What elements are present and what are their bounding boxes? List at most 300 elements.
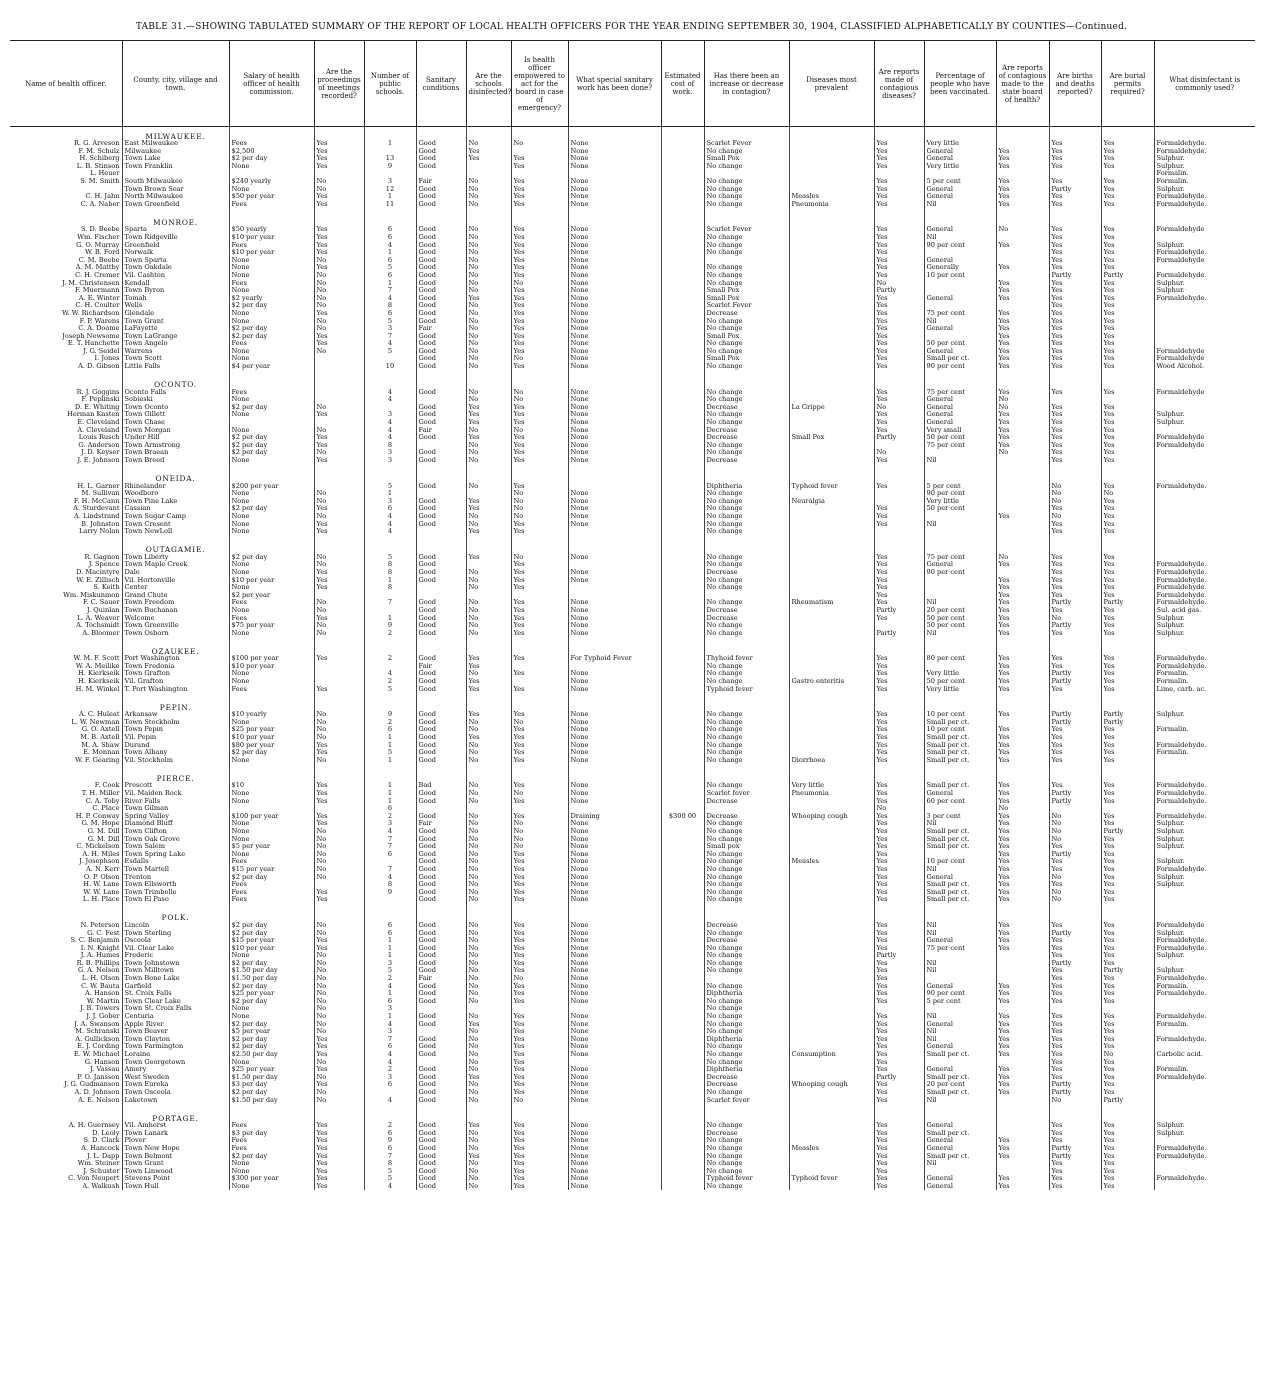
table-cell: Yes [1049,592,1101,600]
table-cell: Town Grafton [122,670,229,678]
table-cell [704,170,789,178]
table-cell: No change [704,896,789,904]
table-cell [996,498,1049,506]
table-cell: No change [704,1021,789,1029]
table-cell: No change [704,1005,789,1013]
table-cell: Good [416,193,466,201]
table-cell: Centuria [122,1013,229,1021]
table-cell: Yes [314,1168,364,1176]
table-cell: Town Maple Creek [122,561,229,569]
table-cell: A. H. Miles [82,850,120,858]
table-cell: Carbolic acid. [1154,1051,1255,1059]
table-cell: None [568,280,661,288]
table-cell [661,396,704,404]
table-cell: None [568,1028,661,1036]
table-cell: Town Liberty [122,554,229,562]
table-cell: Yes [874,790,924,798]
table-cell: Yes [511,1043,568,1051]
table-row [10,798,1255,806]
table-cell [661,1036,704,1044]
table-cell: General [924,419,996,427]
table-cell: $2 per year [229,592,314,600]
table-cell: Yes [1101,264,1154,272]
table-cell: F. Peplinski [81,396,120,404]
table-cell: None [229,1059,314,1067]
table-cell: Good [416,340,466,348]
table-cell [661,1089,704,1097]
table-cell: Yes [1101,790,1154,798]
table-cell [661,483,704,491]
table-cell: $2 per day [229,960,314,968]
table-cell: Yes [874,820,924,828]
table-cell: C. H. Cremer [75,271,120,279]
table-cell: Yes [996,686,1049,694]
table-cell: Yes [1101,663,1154,671]
table-cell: Yes [466,686,511,694]
table-cell: Yes [1049,234,1101,242]
table-cell: 4 [364,528,416,536]
table-cell: R. G. Arveson [73,140,120,148]
table-cell: 90 per cent [924,363,996,371]
table-cell [314,678,364,686]
table-cell: Nil [924,201,996,209]
table-cell: Yes [1101,483,1154,491]
table-cell: Good [416,317,466,325]
table-cell [1101,1005,1154,1013]
table-cell: No [314,851,364,859]
table-cell [789,561,874,569]
table-cell [661,1130,704,1138]
table-cell [661,967,704,975]
table-cell: General [924,411,996,419]
table-cell [661,186,704,194]
table-cell [1049,396,1101,404]
table-cell: Typhoid fever [704,686,789,694]
table-cell: Yes [511,449,568,457]
table-cell: Yes [996,889,1049,897]
table-cell: Yes [1101,528,1154,536]
table-cell: Fees [229,340,314,348]
table-cell: Durand [122,742,229,750]
table-cell: H. Schiberg [79,155,120,163]
table-cell [661,348,704,356]
table-cell: Plover [122,1137,229,1145]
table-cell [661,178,704,186]
table-cell [661,599,704,607]
table-cell: No change [704,622,789,630]
table-cell: Formalin. [1154,170,1255,178]
table-cell: No change [704,528,789,536]
table-cell [1154,325,1255,333]
table-row [10,805,1255,813]
table-cell: Small per ct. [924,843,996,851]
table-cell: Good [416,813,466,821]
table-cell: Yes [996,148,1049,156]
table-cell: Formaldehyde. [1154,782,1255,790]
table-cell: Dale [122,569,229,577]
table-cell: Yes [314,457,364,465]
table-cell: 4 [364,521,416,529]
table-cell: Warrens [122,348,229,356]
table-cell [364,1089,416,1097]
table-cell: Sulphur. [1154,622,1255,630]
table-cell [789,287,874,295]
table-cell [661,411,704,419]
table-row [10,983,1255,991]
table-cell: Yes [314,1137,364,1145]
table-cell: F. M. Schulz [78,147,120,155]
table-row [10,317,1255,325]
table-cell: Good [416,742,466,750]
table-cell: No change [704,828,789,836]
table-cell: 1 [364,757,416,765]
table-cell: None [229,828,314,836]
table-cell: Yes [874,295,924,303]
table-cell: Yes [996,896,1049,904]
table-cell: None [568,929,661,937]
table-cell: No [1049,490,1101,498]
table-cell: Yes [511,929,568,937]
table-cell: 5 [364,1175,416,1183]
table-cell: Yes [1101,498,1154,506]
table-cell: Yes [511,1036,568,1044]
table-cell: Good [416,483,466,491]
table-cell: Sulphur. [1154,163,1255,171]
table-cell: No [314,404,364,412]
table-cell: No [466,757,511,765]
table-cell: Yes [511,1028,568,1036]
table-cell [661,1160,704,1168]
table-cell: Formaldehyde. [1154,790,1255,798]
table-cell: Yes [1101,1059,1154,1067]
table-cell: Yes [874,1160,924,1168]
table-cell: Yes [996,592,1049,600]
table-cell: Yes [314,528,364,536]
table-cell: 4 [364,828,416,836]
table-cell: Yes [996,790,1049,798]
table-cell: Yes [1101,843,1154,851]
table-cell: Good [416,498,466,506]
table-cell: Herman Kasten [67,411,120,419]
table-cell: Wm. Steiner [77,1160,120,1168]
table-cell [996,1005,1049,1013]
table-cell: E. Cleveland [77,419,120,427]
table-cell [661,998,704,1006]
table-cell: None [229,790,314,798]
table-cell: Good [416,355,466,363]
table-cell: No [314,858,364,866]
table-cell: None [229,498,314,506]
table-cell: Yes [1049,1130,1101,1138]
table-cell: Good [416,866,466,874]
table-cell: Yes [874,561,924,569]
table-cell: No [314,836,364,844]
table-cell: Yes [996,325,1049,333]
table-cell: None [568,686,661,694]
table-cell: None [568,734,661,742]
table-cell [661,828,704,836]
table-cell: $300 per year [229,1175,314,1183]
table-cell: Town St. Croix Falls [122,1005,229,1013]
table-row [10,1097,1255,1105]
table-cell [511,678,568,686]
table-cell: General [924,226,996,234]
table-cell: None [229,836,314,844]
table-cell: Yes [1101,881,1154,889]
table-cell: Yes [511,670,568,678]
table-cell: Wm. Fischer [77,233,120,241]
table-cell: Yes [1049,749,1101,757]
table-cell: Yes [996,998,1049,1006]
table-cell [789,249,874,257]
county-heading-row [10,470,1255,483]
table-cell [789,257,874,265]
table-cell [568,663,661,671]
health-officer-summary-table [10,40,1255,1190]
table-row [10,749,1255,757]
table-cell [661,584,704,592]
table-cell: Good [416,272,466,280]
table-cell: Partly [1049,1145,1101,1153]
table-cell: West Sweden [122,1074,229,1082]
table-cell: 4 [364,242,416,250]
table-cell: S. C. Benjamin [70,937,120,945]
table-cell [789,749,874,757]
table-cell: Formaldehyde. [1154,272,1255,280]
table-cell [511,592,568,600]
table-cell: No change [704,1168,789,1176]
table-cell [789,1137,874,1145]
table-cell [789,427,874,435]
table-cell: Yes [1049,317,1101,325]
table-cell: Yes [874,990,924,998]
table-cell: Good [416,1175,466,1183]
table-cell: 2 [364,1122,416,1130]
table-cell: Yes [996,1089,1049,1097]
table-cell: 75 per cent [924,310,996,318]
table-cell: Good [416,1160,466,1168]
table-cell: Yes [1101,561,1154,569]
table-cell: Yes [1101,340,1154,348]
table-cell: No [466,577,511,585]
table-cell: Town Osceola [122,1089,229,1097]
table-cell: Yes [511,945,568,953]
table-cell: Yes [996,1021,1049,1029]
table-cell: None [568,178,661,186]
table-cell: Sulphur. [1154,186,1255,194]
table-cell: Yes [874,521,924,529]
table-cell: Yes [996,442,1049,450]
table-cell: None [568,411,661,419]
table-cell [996,1122,1049,1130]
table-row [10,670,1255,678]
table-cell: None [568,967,661,975]
table-cell: 1 [364,249,416,257]
table-cell: Yes [874,757,924,765]
table-cell: No [314,843,364,851]
table-cell: Good [416,1043,466,1051]
table-row [10,333,1255,341]
table-cell: Yes [314,945,364,953]
table-cell: 3 per cent [924,813,996,821]
table-row [10,719,1255,727]
table-cell [661,325,704,333]
table-cell: Small per ct. [924,757,996,765]
table-cell [1154,513,1255,521]
table-cell: T. Port Washington [122,686,229,694]
table-cell [924,302,996,310]
table-cell: Sulphur. [1154,967,1255,975]
table-cell: E. W. Michael [73,1050,120,1059]
table-cell: Partly [1049,272,1101,280]
table-cell: General [924,325,996,333]
table-cell: Yes [511,333,568,341]
table-cell: No [314,1005,364,1013]
table-cell: Yes [874,1130,924,1138]
table-cell: Good [416,790,466,798]
table-cell: D. E. Whiting [74,403,120,411]
table-cell: Yes [1101,242,1154,250]
table-cell: 3 [364,457,416,465]
table-cell: General [924,1122,996,1130]
table-cell: 4 [364,389,416,397]
table-cell: Yes [1101,226,1154,234]
table-cell: No [1049,483,1101,491]
table-cell: No [314,554,364,562]
table-cell: Yes [314,201,364,209]
table-cell: No [466,851,511,859]
table-cell [661,317,704,325]
table-cell: Joseph Newsome [62,332,120,340]
table-cell: $2 per day [229,404,314,412]
table-cell: Yes [874,742,924,750]
table-cell: Yes [511,1089,568,1097]
table-cell: No change [704,670,789,678]
table-cell: None [568,945,661,953]
table-cell: Yes [1101,280,1154,288]
table-cell [789,521,874,529]
table-cell: I. Jones [94,355,120,363]
table-cell: Yes [1049,178,1101,186]
table-cell: H. L. Garner [77,482,120,490]
table-cell [466,561,511,569]
table-cell: Good [416,1021,466,1029]
table-cell: Yes [314,234,364,242]
table-cell: R. Gagnon [84,553,120,561]
table-row [10,742,1255,750]
table-cell [1154,264,1255,272]
table-cell: Yes [511,998,568,1006]
table-cell: Yes [1049,726,1101,734]
table-cell: Yes [874,945,924,953]
table-cell: 8 [364,1160,416,1168]
table-cell: D. Macintyre [76,568,120,576]
table-cell: Yes [1101,317,1154,325]
table-cell: Yes [511,411,568,419]
table-cell: Scarlet fever [704,1097,789,1105]
county-name: OUTAGAMIE. [122,541,229,554]
table-cell [568,483,661,491]
column-header: Salary of health officer of health commission. [229,41,314,127]
table-cell: Yes [314,155,364,163]
table-cell: No [466,1175,511,1183]
table-cell [661,264,704,272]
table-cell: Diphtheria [704,1066,789,1074]
table-cell [568,592,661,600]
table-cell: No change [704,325,789,333]
table-row [10,1074,1255,1082]
table-cell: Good [416,998,466,1006]
table-cell: $2 per day [229,874,314,882]
table-row [10,513,1255,521]
table-cell: Formalin. [1154,670,1255,678]
table-cell [661,201,704,209]
table-cell: None [568,521,661,529]
table-cell: No [314,922,364,930]
table-cell: Yes [511,363,568,371]
table-cell: Formaldehyde. [1154,483,1255,491]
table-cell: Yes [996,858,1049,866]
table-cell: No [314,599,364,607]
table-row [10,302,1255,310]
table-cell: 1 [364,577,416,585]
table-cell: J. E. Johnson [77,456,120,465]
table-cell: No [466,630,511,638]
table-cell: Yes [1049,1028,1101,1036]
table-cell: 4 [364,340,416,348]
table-cell: No [466,186,511,194]
table-cell: No [314,983,364,991]
table-cell: 3 [364,449,416,457]
table-cell: Good [416,242,466,250]
table-cell: Apple River [122,1021,229,1029]
table-cell: No change [704,1028,789,1036]
table-cell: $2 per day [229,505,314,513]
table-cell [661,734,704,742]
table-cell: Decrease [704,798,789,806]
table-cell: Yes [996,434,1049,442]
table-cell: No [314,719,364,727]
table-cell [789,843,874,851]
table-row [10,404,1255,412]
table-cell: Yes [874,1043,924,1051]
table-cell: Town Albany [122,749,229,757]
table-cell: Good [416,952,466,960]
table-cell [874,490,924,498]
table-row [10,1168,1255,1176]
table-cell: Sulphur. [1154,155,1255,163]
table-cell: Yes [511,226,568,234]
table-cell [924,333,996,341]
table-cell [661,945,704,953]
table-cell: $1.50 per day [229,975,314,983]
county-heading-row [10,909,1255,922]
table-cell: 75 per cent [924,442,996,450]
table-cell [661,577,704,585]
table-cell [789,155,874,163]
table-cell: None [568,1183,661,1191]
table-cell: 3 [364,1074,416,1082]
table-cell [661,490,704,498]
table-cell: No [466,483,511,491]
table-cell: Yes [1049,630,1101,638]
table-cell: 6 [364,226,416,234]
table-cell: Yes [1101,569,1154,577]
table-cell: Decrease [704,1074,789,1082]
table-cell: Yes [1101,193,1154,201]
table-cell: Diorrhoea [789,757,874,765]
table-cell: Small Pox [704,155,789,163]
